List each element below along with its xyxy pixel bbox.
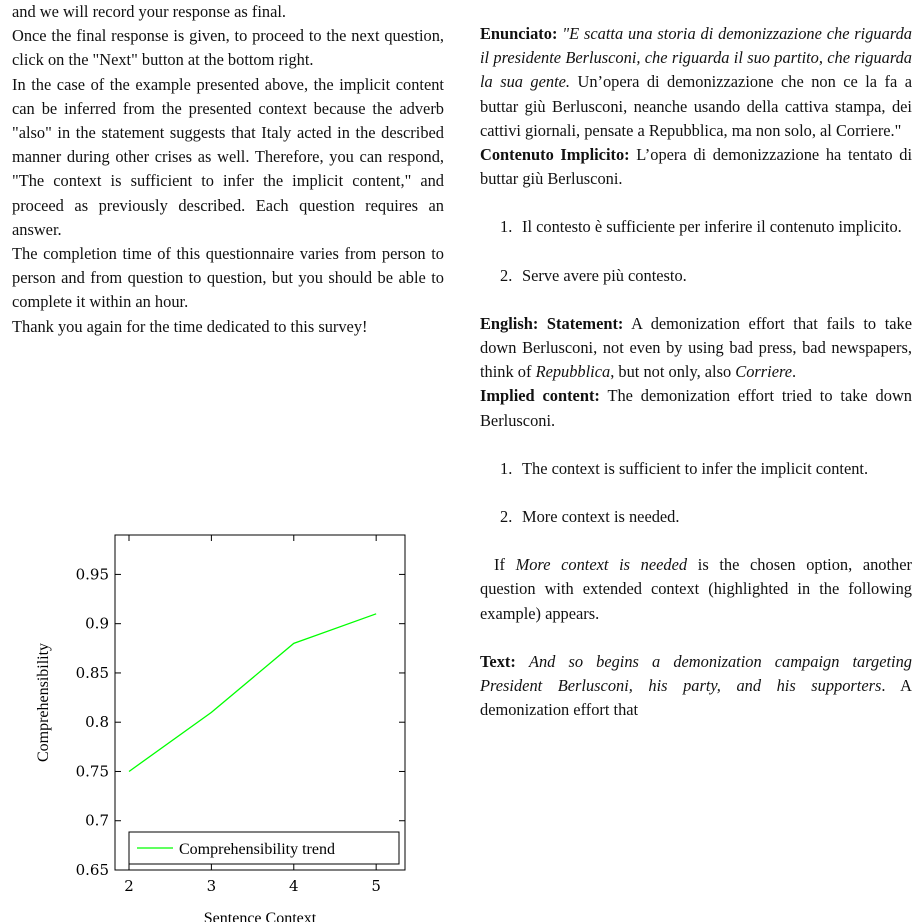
x-axis-label: Sentence Context: [203, 910, 317, 922]
option-en-2: 2. More context is needed.: [500, 507, 680, 527]
option-en-1: 1. The context is sufficient to infer the implicit content.: [500, 458, 869, 478]
y-tick-label-1: 0.7: [85, 811, 109, 830]
implicit-label-it: Contenuto Implicito:: [480, 145, 630, 165]
y-tick-label-0: 0.65: [75, 861, 109, 879]
italian-statement: [480, 22, 912, 143]
paragraph-completion-time: The completion time of this questionnaire varies from person to person and from question to question, but you should be able to complete it within an hour.: [12, 244, 444, 312]
y-tick-label-2: 0.75: [75, 762, 109, 781]
legend-label: Comprehensibility trend: [179, 841, 335, 858]
statement-label-en: English: Statement:: [480, 313, 624, 333]
comprehensibility-chart: [0, 505, 460, 922]
y-tick-label-3: 0.8: [85, 713, 109, 732]
italian-options: [480, 215, 912, 287]
text-label: Text:: [480, 651, 516, 671]
paragraph-next-button: Once the final response is given, to proceed to the next question, click on the "Next" button at the bottom right.: [12, 26, 444, 70]
x-tick-label-2: 4: [289, 877, 299, 895]
paragraph-example-explanation: In the case of the example presented above, the implicit content can be inferred from the presented context because the adverb "also" in the statement suggests that Italy acted in the described manner during other crises as well. Therefore, you can respond, "The context is sufficient to infer the implicit content," and proceed as previously described. Each question requires an answer.: [12, 74, 444, 239]
y-tick-label-4: 0.85: [75, 663, 109, 682]
statement-italic-it: "E scatta una storia di demonizzazione che riguarda il presidente Berlusconi, che riguarda il suo partito, che riguarda la sua gente.: [480, 24, 912, 92]
implicit-text-it: L’opera di demonizzazione ha tentato di buttar giù Berlusconi.: [480, 145, 913, 189]
italian-implicit-content: [480, 143, 912, 191]
x-tick-label-0: 2: [124, 877, 134, 895]
english-options: [480, 457, 912, 529]
paragraph-top: and we will record your response as final.: [12, 2, 286, 21]
plot-frame: [115, 535, 405, 870]
statement-rest-it: Un’opera di demonizzazione che non ce la fa a buttar giù Berlusconi, neanche usando della cattiva stampa, dei cattivi giornali, pensate a Repubblica, ma non solo, al Corriere.": [480, 72, 912, 140]
statement-label-it: Enunciato:: [480, 24, 558, 43]
option-it-2: 2. Serve avere più contesto.: [500, 265, 687, 285]
x-tick-label-3: 5: [371, 877, 381, 895]
left-column: [12, 0, 444, 339]
english-implied-content: Implied content: The demonization effort tried to take down Berlusconi.: [480, 386, 912, 430]
x-tick-label-1: 3: [206, 877, 217, 895]
more-context-note: If More context is needed is the chosen option, another question with extended context (highlighted in the following example) appears.: [480, 555, 912, 623]
option-it-1: 1. Il contesto è sufficiente per inferire il contenuto implicito.: [500, 217, 902, 237]
paragraph-thanks: Thank you again for the time dedicated to this survey!: [12, 316, 368, 336]
y-tick-label-5: 0.9: [85, 614, 109, 633]
series-line-0: [129, 614, 376, 772]
extended-text: Text: And so begins a demonization campaign targeting President Berlusconi, his party, and his supporters. A demonization effort that: [480, 651, 912, 720]
y-axis-label: Comprehensibility: [35, 642, 52, 763]
right-column: [480, 22, 912, 722]
implied-label-en: Implied content:: [480, 386, 600, 406]
y-tick-label-6: 0.95: [75, 565, 109, 584]
english-statement: English: Statement: A demonization effort that fails to take down Berlusconi, not even by using bad press, bad newspapers, think of Repubblica, but not only, also Corriere.: [480, 313, 912, 382]
